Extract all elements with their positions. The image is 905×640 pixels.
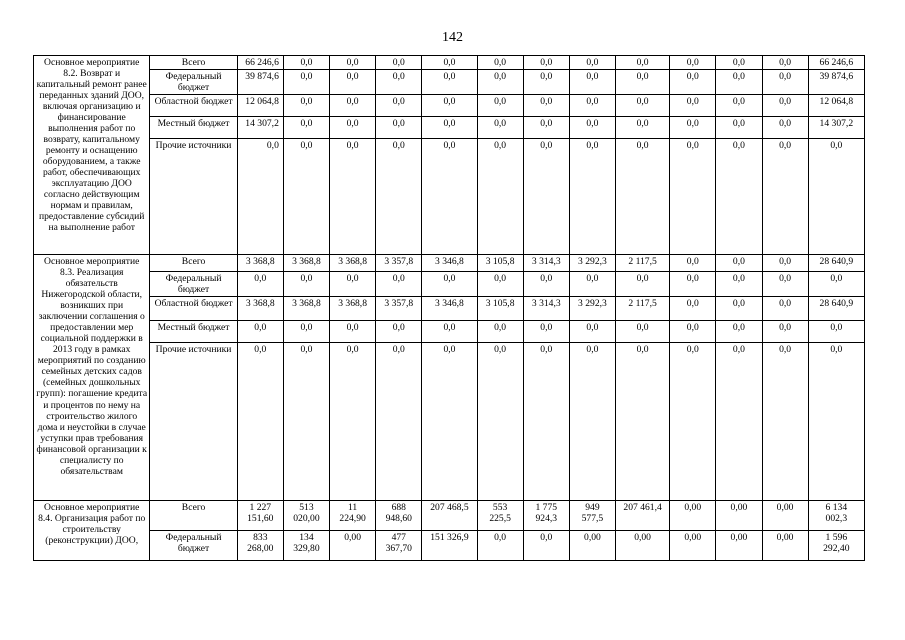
value-cell: 3 314,3 xyxy=(523,255,569,272)
value-cell: 0,0 xyxy=(376,343,422,501)
value-cell: 0,0 xyxy=(283,321,329,343)
value-cell: 1 596 292,40 xyxy=(808,531,864,561)
value-cell: 0,0 xyxy=(477,56,523,70)
value-cell: 0,0 xyxy=(523,56,569,70)
value-cell: 66 246,6 xyxy=(237,56,283,70)
value-cell: 28 640,9 xyxy=(808,255,864,272)
value-cell: 151 326,9 xyxy=(422,531,477,561)
value-cell: 6 134 002,3 xyxy=(808,501,864,531)
funding-source: Областной бюджет xyxy=(150,95,237,117)
value-cell: 0,0 xyxy=(670,255,716,272)
funding-source: Местный бюджет xyxy=(150,321,237,343)
value-cell: 0,0 xyxy=(523,95,569,117)
value-cell: 0,0 xyxy=(762,56,808,70)
value-cell: 3 368,8 xyxy=(330,297,376,321)
value-cell: 3 368,8 xyxy=(237,297,283,321)
table-row xyxy=(34,343,865,501)
value-cell: 949 577,5 xyxy=(569,501,615,531)
table-row xyxy=(34,272,865,297)
value-cell: 688 948,60 xyxy=(376,501,422,531)
value-cell: 0,0 xyxy=(716,95,762,117)
value-cell: 553 225,5 xyxy=(477,501,523,531)
value-cell: 0,0 xyxy=(330,321,376,343)
value-cell: 0,0 xyxy=(523,70,569,95)
table-row xyxy=(34,501,865,531)
value-cell: 0,00 xyxy=(330,531,376,561)
value-cell: 0,0 xyxy=(569,321,615,343)
value-cell: 0,00 xyxy=(762,501,808,531)
value-cell: 0,00 xyxy=(616,531,670,561)
value-cell: 0,0 xyxy=(670,117,716,139)
table-row xyxy=(34,531,865,561)
value-cell: 0,0 xyxy=(716,272,762,297)
value-cell: 833 268,00 xyxy=(237,531,283,561)
value-cell: 0,0 xyxy=(477,531,523,561)
value-cell: 0,0 xyxy=(716,56,762,70)
value-cell: 3 357,8 xyxy=(376,255,422,272)
value-cell: 0,0 xyxy=(716,321,762,343)
value-cell: 28 640,9 xyxy=(808,297,864,321)
value-cell: 39 874,6 xyxy=(237,70,283,95)
value-cell: 3 368,8 xyxy=(283,255,329,272)
table-row xyxy=(34,95,865,117)
value-cell: 0,0 xyxy=(569,95,615,117)
value-cell: 0,0 xyxy=(808,343,864,501)
value-cell: 0,00 xyxy=(716,531,762,561)
table-row xyxy=(34,255,865,272)
value-cell: 0,0 xyxy=(422,343,477,501)
value-cell: 0,0 xyxy=(808,139,864,255)
value-cell: 0,0 xyxy=(616,139,670,255)
value-cell: 0,0 xyxy=(422,95,477,117)
value-cell: 0,0 xyxy=(569,117,615,139)
value-cell: 0,0 xyxy=(376,117,422,139)
value-cell: 0,0 xyxy=(616,117,670,139)
value-cell: 0,0 xyxy=(477,139,523,255)
value-cell: 0,0 xyxy=(422,321,477,343)
funding-source: Всего xyxy=(150,501,237,531)
value-cell: 0,0 xyxy=(237,343,283,501)
value-cell: 3 346,8 xyxy=(422,255,477,272)
activity-description: Основное мероприятие 8.3. Реализация обязательств Нижегородской области, возникших при заключении соглашения о предоставлении мер социальной поддержки в 2013 году в рамках мероприятий по созданию семейных детских садов (семейных дошкольных групп): погашение кредита и процентов по нему на строительство жилого дома и неустойки в случае уступки прав требования финансовой организации к специалисту по обязательствам xyxy=(34,255,150,501)
value-cell: 3 368,8 xyxy=(330,255,376,272)
value-cell: 0,0 xyxy=(376,56,422,70)
value-cell: 0,0 xyxy=(762,139,808,255)
value-cell: 3 357,8 xyxy=(376,297,422,321)
value-cell: 3 314,3 xyxy=(523,297,569,321)
value-cell: 0,0 xyxy=(569,272,615,297)
value-cell: 0,0 xyxy=(330,117,376,139)
value-cell: 0,0 xyxy=(477,272,523,297)
value-cell: 0,0 xyxy=(716,70,762,95)
value-cell: 0,0 xyxy=(523,321,569,343)
value-cell: 0,00 xyxy=(762,531,808,561)
value-cell: 12 064,8 xyxy=(237,95,283,117)
value-cell: 0,0 xyxy=(330,272,376,297)
table-row xyxy=(34,56,865,70)
value-cell: 0,0 xyxy=(330,70,376,95)
funding-source: Местный бюджет xyxy=(150,117,237,139)
value-cell: 39 874,6 xyxy=(808,70,864,95)
value-cell: 0,0 xyxy=(523,117,569,139)
value-cell: 0,0 xyxy=(616,272,670,297)
value-cell: 3 346,8 xyxy=(422,297,477,321)
value-cell: 0,0 xyxy=(716,139,762,255)
value-cell: 0,0 xyxy=(716,255,762,272)
value-cell: 0,0 xyxy=(237,272,283,297)
table-row xyxy=(34,297,865,321)
value-cell: 1 775 924,3 xyxy=(523,501,569,531)
value-cell: 0,0 xyxy=(569,343,615,501)
funding-source: Федеральный бюджет xyxy=(150,70,237,95)
funding-source: Всего xyxy=(150,56,237,70)
budget-table xyxy=(33,55,865,561)
value-cell: 0,0 xyxy=(762,95,808,117)
value-cell: 3 105,8 xyxy=(477,297,523,321)
value-cell: 0,00 xyxy=(670,531,716,561)
value-cell: 0,0 xyxy=(422,70,477,95)
value-cell: 0,0 xyxy=(376,139,422,255)
value-cell: 0,0 xyxy=(670,139,716,255)
value-cell: 0,0 xyxy=(376,321,422,343)
value-cell: 0,0 xyxy=(283,117,329,139)
table-row xyxy=(34,321,865,343)
value-cell: 0,0 xyxy=(616,343,670,501)
value-cell: 3 292,3 xyxy=(569,297,615,321)
value-cell: 0,0 xyxy=(477,321,523,343)
value-cell: 0,0 xyxy=(670,95,716,117)
value-cell: 3 292,3 xyxy=(569,255,615,272)
value-cell: 0,0 xyxy=(477,343,523,501)
value-cell: 0,0 xyxy=(616,70,670,95)
value-cell: 513 020,00 xyxy=(283,501,329,531)
value-cell: 2 117,5 xyxy=(616,255,670,272)
funding-source: Федеральный бюджет xyxy=(150,272,237,297)
value-cell: 134 329,80 xyxy=(283,531,329,561)
value-cell: 0,0 xyxy=(237,139,283,255)
value-cell: 207 461,4 xyxy=(616,501,670,531)
value-cell: 207 468,5 xyxy=(422,501,477,531)
value-cell: 0,0 xyxy=(422,272,477,297)
value-cell: 0,0 xyxy=(762,70,808,95)
value-cell: 0,0 xyxy=(670,321,716,343)
funding-source: Областной бюджет xyxy=(150,297,237,321)
value-cell: 0,0 xyxy=(716,343,762,501)
value-cell: 3 368,8 xyxy=(283,297,329,321)
value-cell: 11 224,90 xyxy=(330,501,376,531)
value-cell: 1 227 151,60 xyxy=(237,501,283,531)
value-cell: 0,0 xyxy=(762,255,808,272)
value-cell: 0,0 xyxy=(762,272,808,297)
value-cell: 0,0 xyxy=(762,297,808,321)
value-cell: 0,0 xyxy=(283,139,329,255)
value-cell: 0,0 xyxy=(283,56,329,70)
value-cell: 0,0 xyxy=(283,70,329,95)
value-cell: 0,0 xyxy=(569,56,615,70)
value-cell: 0,0 xyxy=(523,139,569,255)
value-cell: 0,0 xyxy=(670,272,716,297)
value-cell: 0,0 xyxy=(422,56,477,70)
value-cell: 0,0 xyxy=(670,56,716,70)
value-cell: 14 307,2 xyxy=(808,117,864,139)
funding-source: Прочие источники xyxy=(150,343,237,501)
value-cell: 0,0 xyxy=(330,56,376,70)
value-cell: 0,0 xyxy=(477,95,523,117)
value-cell: 0,0 xyxy=(716,297,762,321)
value-cell: 0,0 xyxy=(569,70,615,95)
table-row xyxy=(34,117,865,139)
value-cell: 0,0 xyxy=(523,343,569,501)
value-cell: 0,0 xyxy=(283,272,329,297)
budget-table-body xyxy=(34,56,865,561)
funding-source: Федеральный бюджет xyxy=(150,531,237,561)
value-cell: 477 367,70 xyxy=(376,531,422,561)
value-cell: 0,0 xyxy=(808,321,864,343)
value-cell: 0,0 xyxy=(762,117,808,139)
value-cell: 0,0 xyxy=(616,321,670,343)
value-cell: 0,0 xyxy=(376,70,422,95)
table-row xyxy=(34,139,865,255)
value-cell: 0,0 xyxy=(422,117,477,139)
value-cell: 0,0 xyxy=(283,95,329,117)
value-cell: 0,0 xyxy=(330,343,376,501)
funding-source: Прочие источники xyxy=(150,139,237,255)
value-cell: 0,0 xyxy=(762,343,808,501)
value-cell: 0,0 xyxy=(670,297,716,321)
value-cell: 0,0 xyxy=(569,139,615,255)
value-cell: 14 307,2 xyxy=(237,117,283,139)
value-cell: 0,0 xyxy=(237,321,283,343)
value-cell: 0,0 xyxy=(523,272,569,297)
value-cell: 0,0 xyxy=(762,321,808,343)
value-cell: 0,00 xyxy=(716,501,762,531)
funding-source: Всего xyxy=(150,255,237,272)
value-cell: 0,0 xyxy=(422,139,477,255)
value-cell: 0,0 xyxy=(477,117,523,139)
value-cell: 0,0 xyxy=(477,70,523,95)
value-cell: 0,0 xyxy=(330,95,376,117)
value-cell: 0,0 xyxy=(523,531,569,561)
value-cell: 0,0 xyxy=(330,139,376,255)
value-cell: 0,0 xyxy=(616,95,670,117)
value-cell: 0,00 xyxy=(569,531,615,561)
value-cell: 0,0 xyxy=(283,343,329,501)
value-cell: 0,0 xyxy=(716,117,762,139)
table-row xyxy=(34,70,865,95)
activity-description: Основное мероприятие 8.4. Организация работ по строительству (реконструкции) ДОО, xyxy=(34,501,150,561)
value-cell: 0,0 xyxy=(808,272,864,297)
value-cell: 3 368,8 xyxy=(237,255,283,272)
value-cell: 0,0 xyxy=(376,95,422,117)
value-cell: 0,0 xyxy=(670,343,716,501)
activity-description: Основное мероприятие 8.2. Возврат и капитальный ремонт ранее переданных зданий ДОО, включая организацию и финансирование выполнения работ по возврату, капитальному ремонту и оснащению оборудованием, а также работ, обеспечивающих эксплуатацию ДОО согласно действующим нормам и правилам, предоставление субсидий на выполнение работ xyxy=(34,56,150,255)
page-number: 142 xyxy=(442,30,463,45)
value-cell: 2 117,5 xyxy=(616,297,670,321)
value-cell: 66 246,6 xyxy=(808,56,864,70)
value-cell: 0,0 xyxy=(670,70,716,95)
value-cell: 12 064,8 xyxy=(808,95,864,117)
value-cell: 3 105,8 xyxy=(477,255,523,272)
value-cell: 0,0 xyxy=(376,272,422,297)
value-cell: 0,00 xyxy=(670,501,716,531)
value-cell: 0,0 xyxy=(616,56,670,70)
